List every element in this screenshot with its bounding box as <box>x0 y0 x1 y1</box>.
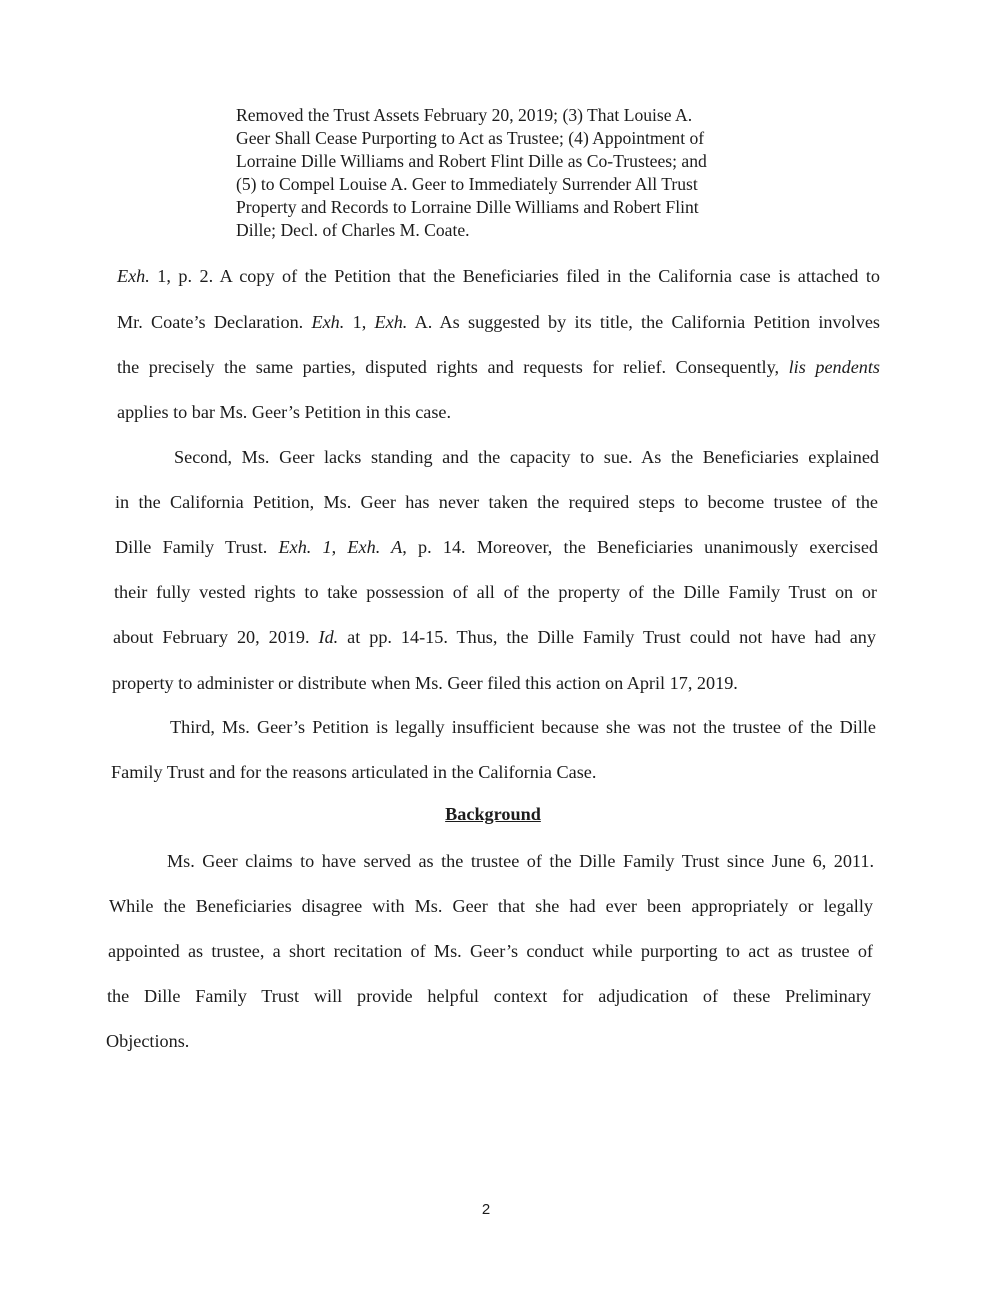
paragraph-1-line-1: Exh. 1, p. 2. A copy of the Petition that the Beneficiaries filed in the California case is attached to <box>117 266 880 286</box>
paragraph-2-line-2: in the California Petition, Ms. Geer has never taken the required steps to become trustee of the <box>115 492 878 512</box>
paragraph-2-line-5: about February 20, 2019. Id. at pp. 14-15. Thus, the Dille Family Trust could not have had any <box>113 627 876 647</box>
quote-line: Removed the Trust Assets February 20, 2019; (3) That Louise A. <box>236 105 693 125</box>
paragraph-1-line-3: the precisely the same parties, disputed rights and requests for relief. Consequently, lis pendents <box>117 357 881 377</box>
paragraph-1-line-4: applies to bar Ms. Geer’s Petition in this case. <box>117 402 452 422</box>
paragraph-4-line-1: Ms. Geer claims to have served as the trustee of the Dille Family Trust since June 6, 2011. <box>167 851 874 871</box>
paragraph-1-line-2: Mr. Coate’s Declaration. Exh. 1, Exh. A. As suggested by its title, the California Petition involves <box>117 312 881 332</box>
quote-line: Property and Records to Lorraine Dille Williams and Robert Flint <box>236 197 699 217</box>
paragraph-2-line-6: property to administer or distribute when Ms. Geer filed this action on April 17, 2019. <box>112 673 738 693</box>
paragraph-3-line-1: Third, Ms. Geer’s Petition is legally insufficient because she was not the trustee of the Dille <box>170 717 876 737</box>
quote-line: Geer Shall Cease Purporting to Act as Trustee; (4) Appointment of <box>236 128 705 148</box>
quote-line: (5) to Compel Louise A. Geer to Immediately Surrender All Trust <box>236 174 698 194</box>
paragraph-2-line-3: Dille Family Trust. Exh. 1, Exh. A, p. 14. Moreover, the Beneficiaries unanimously exercised <box>115 537 878 557</box>
paragraph-2-line-1: Second, Ms. Geer lacks standing and the capacity to sue. As the Beneficiaries explained <box>174 447 879 467</box>
page-number: 2 <box>481 1201 491 1218</box>
paragraph-4-line-5: Objections. <box>106 1031 190 1051</box>
section-heading-background: Background <box>445 804 541 824</box>
paragraph-4-line-3: appointed as trustee, a short recitation of Ms. Geer’s conduct while purporting to act as trustee of <box>108 941 873 961</box>
quote-line: Lorraine Dille Williams and Robert Flint Dille as Co-Trustees; and <box>236 151 707 171</box>
paragraph-3-line-2: Family Trust and for the reasons articulated in the California Case. <box>111 762 597 782</box>
paragraph-4-line-4: the Dille Family Trust will provide helpful context for adjudication of these Preliminary <box>107 986 871 1006</box>
block-quote <box>236 104 784 242</box>
quote-line: Dille; Decl. of Charles M. Coate. <box>236 220 470 240</box>
paragraph-2-line-4: their fully vested rights to take possession of all of the property of the Dille Family Trust on or <box>114 582 877 602</box>
paragraph-4-line-2: While the Beneficiaries disagree with Ms. Geer that she had ever been appropriately or legally <box>109 896 873 916</box>
